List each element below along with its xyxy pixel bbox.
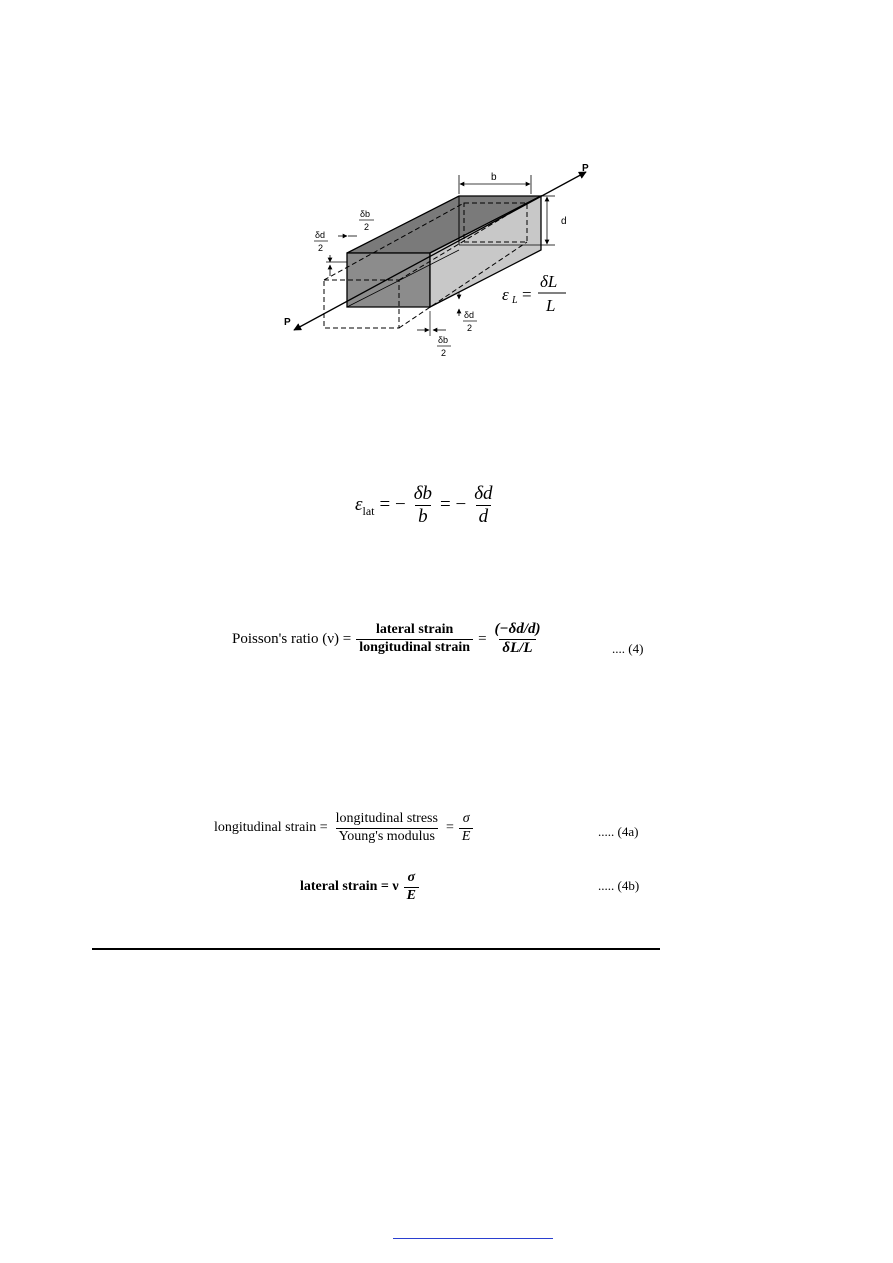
strain-sub: L xyxy=(512,295,518,306)
label-dd-top-den: 2 xyxy=(318,243,324,253)
elat-sub: lat xyxy=(362,504,375,519)
elat-den2: d xyxy=(476,505,492,527)
elat-eq1: = − xyxy=(379,494,406,516)
load-label-top: P xyxy=(582,163,589,174)
section-divider xyxy=(92,948,660,950)
label-b: b xyxy=(491,172,497,183)
poisson-eq: = xyxy=(478,630,487,647)
elat-frac-d xyxy=(471,484,495,527)
elat-eq2: = − xyxy=(440,494,467,516)
label-db-bottom-num: δb xyxy=(438,335,449,345)
eq4a-eq: = xyxy=(445,820,454,836)
strain-num: δL xyxy=(540,272,558,291)
eq4b-frac xyxy=(404,871,419,903)
eq4a-frac-words xyxy=(333,812,441,844)
poisson-frac-symbols xyxy=(492,622,544,657)
label-d: d xyxy=(561,216,567,227)
strain-symbol: ε xyxy=(502,285,509,304)
label-dd-bottom-den: 2 xyxy=(467,323,473,333)
label-db-top-den: 2 xyxy=(364,222,370,232)
equation-number-4a: ..... (4a) xyxy=(598,824,639,839)
strain-den: L xyxy=(546,296,556,315)
eq4a-den2: E xyxy=(459,828,474,845)
elat-num1: δb xyxy=(413,483,433,504)
label-db-bottom-den: 2 xyxy=(441,348,447,358)
poisson-num2: (−δd/d) xyxy=(494,621,541,637)
poisson-frac-words xyxy=(356,623,473,655)
label-dd-bottom-num: δd xyxy=(464,310,475,320)
poisson-lhs: Poisson's ratio (ν) = xyxy=(232,630,352,647)
eq4b-num: σ xyxy=(407,870,416,885)
eq4a-den1: Young's modulus xyxy=(336,828,438,845)
lateral-strain-equation xyxy=(355,484,496,527)
poisson-num1: lateral strain xyxy=(375,622,454,638)
elat-symbol: ε xyxy=(355,494,363,516)
eq4b-lhs: lateral strain = ν xyxy=(300,879,399,895)
eq4a-frac-symbols xyxy=(459,812,474,844)
longitudinal-strain-equation xyxy=(214,812,473,844)
lateral-strain-poisson-equation xyxy=(300,871,419,903)
footer-link[interactable] xyxy=(393,1238,553,1239)
elat-frac-b xyxy=(411,484,435,527)
eq4a-num2: σ xyxy=(462,811,470,826)
eq4b-den: E xyxy=(404,887,419,904)
eq4a-num1: longitudinal stress xyxy=(335,811,438,826)
eq4a-lhs: longitudinal strain = xyxy=(214,820,328,836)
elat-den1: b xyxy=(415,505,431,527)
equation-number-4b: ..... (4b) xyxy=(598,878,640,893)
strain-equals: = xyxy=(522,285,532,304)
label-db-top-num: δb xyxy=(360,209,371,219)
strain-figure xyxy=(0,0,893,400)
elat-num2: δd xyxy=(474,483,493,504)
poisson-den2: δL/L xyxy=(499,639,535,657)
poisson-den1: longitudinal strain xyxy=(356,639,473,656)
equation-number-4: .... (4) xyxy=(612,641,644,656)
label-dd-top-num: δd xyxy=(315,230,326,240)
poisson-ratio-equation xyxy=(232,622,543,657)
load-label-bottom: P xyxy=(284,317,291,328)
